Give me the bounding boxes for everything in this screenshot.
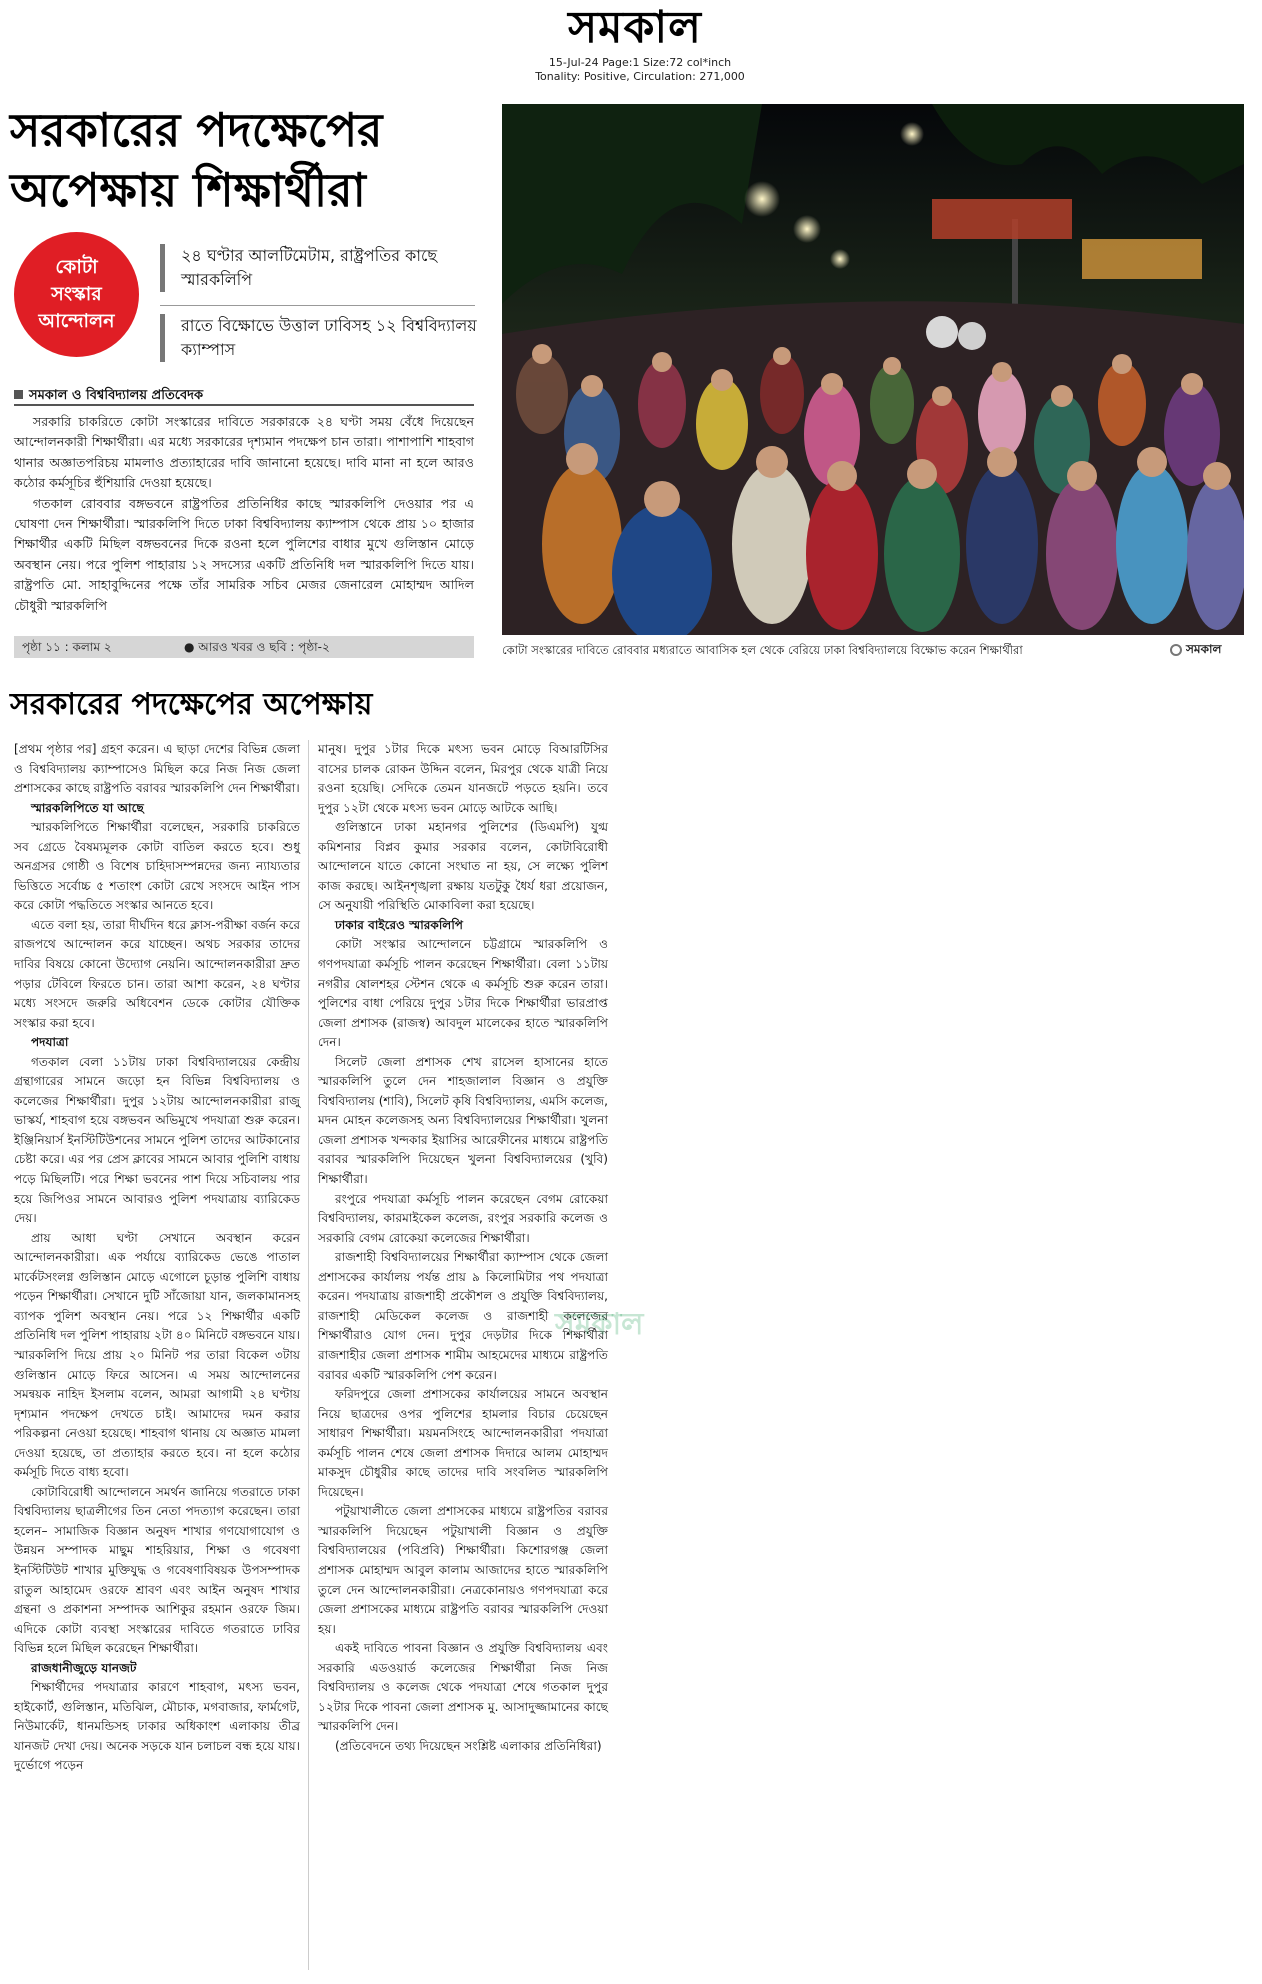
subheading: ঢাকার বাইরেও স্মারকলিপি xyxy=(334,917,463,932)
intro-paragraph-1: সরকারি চাকরিতে কোটা সংস্কারের দাবিতে সরকারকে ২৪ ঘণ্টা সময় বেঁধে দিয়েছেন আন্দোলনকারী শিক্ষার্থীরা। এর মধ্যে সরকারের দৃশ্যমান পদক্ষেপ চান তারা। পাশাপাশি শাহবাগ থানার অজ্ঞাতপরিচয় মামলাও প্রত্যাহারের দাবি জানানো হয়েছে। দাবি মানা না হলে আরও কঠোর কর্মসূচির হুঁশিয়ারি দেওয়া হয়েছে। xyxy=(14,414,474,491)
jump-column-1 xyxy=(14,740,300,1776)
photo-credit-text: সমকাল xyxy=(1186,642,1222,656)
byline-rule xyxy=(14,404,474,406)
body-paragraph: গতকাল বেলা ১১টায় ঢাকা বিশ্ববিদ্যালয়ের কেন্দ্রীয় গ্রন্থাগারের সামনে জড়ো হন বিভিন্ন বিশ্ববিদ্যালয় ও কলেজের শিক্ষার্থীরা। দুপুর ১২টায় আন্দোলনকারীরা রাজু ভাস্কর্য, শাহবাগ হয়ে বঙ্গভবন অভিমুখে পদযাত্রা শুরু করেন। ইঞ্জিনিয়ার্স ইনস্টিটিউশনের সামনে পুলিশ তাদের আটকানোর চেষ্টা করে। এর পর প্রেস ক্লাবের সামনে আবার পুলিশি বাধায় পড়ে মিছিলটি। পরে শিক্ষা ভবনের পাশ দিয়ে সচিবালয় পার হয়ে জিপিওর সামনে আবারও পুলিশ পদযাত্রায় ব্যারিকেড দেয়। xyxy=(14,1054,300,1226)
body-paragraph: (প্রতিবেদনে তথ্য দিয়েছেন সংশ্লিষ্ট এলাকার প্রতিনিধিরা) xyxy=(334,1738,602,1753)
byline-square-icon xyxy=(14,390,23,399)
meta-line-1: 15-Jul-24 Page:1 Size:72 col*inch xyxy=(548,56,732,69)
front-headline-line-1: সরকারের পদক্ষেপের xyxy=(10,103,383,157)
protest-photo xyxy=(502,104,1244,635)
subheading: স্মারকলিপিতে যা আছে xyxy=(30,800,144,815)
deck-divider xyxy=(160,305,475,306)
byline-text: সমকাল ও বিশ্ববিদ্যালয় প্রতিবেদক xyxy=(29,388,204,403)
body-paragraph: এতে বলা হয়, তারা দীর্ঘদিন ধরে ক্লাস-পরীক্ষা বর্জন করে রাজপথে আন্দোলন করে যাচ্ছেন। অথচ সরকার তাদের দাবির বিষয়ে কোনো উদ্যোগ নেয়নি। আন্দোলনকারীরা দ্রুত পড়ার টেবিলে ফিরতে চান। তারা আশা করেন, ২৪ ঘণ্টার মধ্যে সংসদে জরুরি অধিবেশন ডেকে কোটার যৌক্তিক সংস্কার করা হবে। xyxy=(14,917,300,1030)
crowd-photo-graphic xyxy=(502,104,1244,635)
meta-line-2: Tonality: Positive, Circulation: 271,000 xyxy=(535,70,745,83)
jump-column-2 xyxy=(318,740,608,1756)
body-paragraph: মানুষ। দুপুর ১টার দিকে মৎস্য ভবন মোড়ে বিআরটিসির বাসের চালক রোকন উদ্দিন বলেন, মিরপুর থেকে যাত্রী নিয়ে রওনা হয়েছি। সেদিকে তেমন যানজটে পড়তে হয়নি। তবে দুপুর ১২টা থেকে মৎস্য ভবন মোড়ে আটকে আছি। xyxy=(318,742,608,815)
deck-2: রাতে বিক্ষোভে উত্তাল ঢাবিসহ ১২ বিশ্ববিদ্যালয় ক্যাম্পাস xyxy=(160,314,496,362)
body-paragraph: কোটাবিরোধী আন্দোলনে সমর্থন জানিয়ে গতরাতে ঢাকা বিশ্ববিদ্যালয় ছাত্রলীগের তিন নেতা পদত্যাগ করেছেন। তারা হলেন– সামাজিক বিজ্ঞান অনুষদ শাখার গণযোগাযোগ ও উন্নয়ন সম্পাদক মাছুম শাহরিয়ার, শিক্ষা ও গবেষণা ইনস্টিটিউট শাখার মুক্তিযুদ্ধ ও গবেষণাবিষয়ক উপসম্পাদক রাতুল আহামেদ ওরফে শ্রাবণ এবং আইন অনুষদ শাখার গ্রন্থনা ও প্রকাশনা সম্পাদক আশিকুর রহমান ওরফে জিম। এদিকে কোটা ব্যবস্থা সংস্কারের দাবিতে গতরাতে ঢাবির বিভিন্ন হলে মিছিল করেছেন শিক্ষার্থীরা। xyxy=(14,1484,300,1656)
body-paragraph: রাজশাহী বিশ্ববিদ্যালয়ের শিক্ষার্থীরা ক্যাম্পাস থেকে জেলা প্রশাসকের কার্যালয় পর্যন্ত প্রায় ৯ কিলোমিটার পথ পদযাত্রা করেন। পদযাত্রায় রাজশাহী প্রকৌশল ও প্রযুক্তি বিশ্ববিদ্যালয়, রাজশাহী মেডিকেল কলেজ ও রাজশাহী কলেজের শিক্ষার্থীরাও যোগ দেন। দুপুর দেড়টার দিকে শিক্ষার্থীরা রাজশাহীর জেলা প্রশাসক শামীম আহমেদের মাধ্যমে রাষ্ট্রপতি বরাবর একটি স্মারকলিপি পেশ করেন। xyxy=(318,1250,608,1382)
watermark: সমকাল xyxy=(555,1307,644,1342)
column-divider xyxy=(308,740,309,1970)
body-paragraph: [প্রথম পৃষ্ঠার পর] গ্রহণ করেন। এ ছাড়া দেশের বিভিন্ন জেলা ও বিশ্ববিদ্যালয় ক্যাম্পাসেও মিছিল করে নিজ নিজ জেলা প্রশাসকের কাছে রাষ্ট্রপতি বরাবর স্মারকলিপি দেন শিক্ষার্থীরা। xyxy=(14,742,300,796)
photo-caption: কোটা সংস্কারের দাবিতে রোববার মধ্যরাতে আবাসিক হল থেকে বেরিয়ে ঢাকা বিশ্ববিদ্যালয়ে বিক্ষোভ করেন শিক্ষার্থীরা xyxy=(502,643,1023,657)
topic-badge: কোটা সংস্কার আন্দোলন xyxy=(14,232,139,357)
front-headline-line-2: অপেক্ষায় শিক্ষার্থীরা xyxy=(10,163,366,217)
body-paragraph: গুলিস্তানে ঢাকা মহানগর পুলিশের (ডিএমপি) যুগ্ম কমিশনার বিপ্লব কুমার সরকার বলেন, কোটাবিরোধী আন্দোলনে যাতে কোনো সংঘাত না হয়, সে লক্ষ্যে পুলিশ কাজ করছে। আইনশৃঙ্খলা রক্ষায় যতটুকু ধৈর্য ধরা প্রয়োজন, সে অনুযায়ী পরিস্থিতি মোকাবিলা করা হয়েছে। xyxy=(318,820,608,913)
body-paragraph: কোটা সংস্কার আন্দোলনে চট্টগ্রামে স্মারকলিপি ও গণপদযাত্রা কর্মসূচি পালন করেছেন শিক্ষার্থীরা। বেলা ১১টায় নগরীর ষোলশহর স্টেশন থেকে এ কর্মসূচি শুরু করেন তারা। পুলিশের বাধা পেরিয়ে দুপুর ১টার দিকে শিক্ষার্থীরা ভারপ্রাপ্ত জেলা প্রশাসক (রাজস্ব) আবদুল মালেকের হাতে স্মারকলিপি দেন। xyxy=(318,937,608,1050)
photo-credit xyxy=(1170,641,1221,661)
body-paragraph: প্রায় আধা ঘণ্টা সেখানে অবস্থান করেন আন্দোলনকারীরা। এক পর্যায়ে ব্যারিকেড ভেঙে পাতাল মার্কেটসংলগ্ন গুলিস্তান মোড়ে এগোলে চূড়ান্ত পুলিশি বাধায় পড়েন শিক্ষার্থীরা। সেখানে দুটি সাঁজোয়া যান, জলকামানসহ ব্যাপক পুলিশ অবস্থান নেয়। পরে ১২ শিক্ষার্থীর একটি প্রতিনিধি দল পুলিশ পাহারায় ২টা ৪০ মিনিটে বঙ্গভবনে যায়। স্মারকলিপি দিয়ে প্রায় ২০ মিনিট পর তারা বিকেল ৩টায় গুলিস্তান মোড়ে ফিরে আসেন। এ সময় আন্দোলনের সমন্বয়ক নাহিদ ইসলাম বলেন, আমরা আগামী ২৪ ঘণ্টায় দৃশ্যমান পদক্ষেপ দেখতে চাই। আমাদের দমন করার পরিকল্পনা নেওয়া হয়েছে। শাহবাগ থানায় যে অজ্ঞাত মামলা দেওয়া হয়েছে, তা প্রত্যাহার করতে হবে। না হলে কঠোর কর্মসূচি দিতে বাধ্য হবো। xyxy=(14,1230,300,1480)
continuation-right: ● আরও খবর ও ছবি : পৃষ্ঠা-২ xyxy=(184,640,330,654)
body-paragraph: সিলেট জেলা প্রশাসক শেখ রাসেল হাসানের হাতে স্মারকলিপি তুলে দেন শাহজালাল বিজ্ঞান ও প্রযুক্তি বিশ্ববিদ্যালয় (শাবি), সিলেট কৃষি বিশ্ববিদ্যালয়, এমসি কলেজ, মদন মোহন কলেজসহ অন্য বিশ্ববিদ্যালয়ের শিক্ষার্থীরা। খুলনা জেলা প্রশাসক খন্দকার ইয়াসির আরেফীনের মাধ্যমে রাষ্ট্রপতি বরাবর স্মারকলিপি দিয়েছেন খুলনা বিশ্ববিদ্যালয়ের (খুবি) শিক্ষার্থীরা। xyxy=(318,1054,608,1187)
camera-icon xyxy=(1170,644,1182,656)
body-paragraph: শিক্ষার্থীদের পদযাত্রার কারণে শাহবাগ, মৎস্য ভবন, হাইকোর্ট, গুলিস্তান, মতিঝিল, মৌচাক, মগবাজার, ফার্মগেট, নিউমার্কেট, ধানমন্ডিসহ ঢাকার অধিকাংশ এলাকায় তীব্র যানজট দেখা দেয়। অনেক সড়কে যান চলাচল বন্ধ হয়ে যায়। দুর্ভোগে পড়েন xyxy=(14,1680,300,1773)
body-paragraph: পটুয়াখালীতে জেলা প্রশাসকের মাধ্যমে রাষ্ট্রপতির বরাবর স্মারকলিপি দিয়েছেন পটুয়াখালী বিজ্ঞান ও প্রযুক্তি বিশ্ববিদ্যালয়ের (পবিপ্রবি) শিক্ষার্থীরা। কিশোরগঞ্জ জেলা প্রশাসক মোহাম্মদ আবুল কালাম আজাদের হাতে স্মারকলিপি তুলে দেন আন্দোলনকারীরা। নেত্রকোনায়ও গণপদযাত্রা করে জেলা প্রশাসকের মাধ্যমে রাষ্ট্রপতি বরাবর স্মারকলিপি দেওয়া হয়। xyxy=(318,1504,608,1636)
intro-paragraph-2: গতকাল রোববার বঙ্গভবনে রাষ্ট্রপতির প্রতিনিধির কাছে স্মারকলিপি দেওয়ার পর এ ঘোষণা দেন শিক্ষার্থীরা। স্মারকলিপি দিতে ঢাকা বিশ্ববিদ্যালয় ক্যাম্পাস থেকে প্রায় ১০ হাজার শিক্ষার্থীর একটি মিছিল বঙ্গভবনের দিকে রওনা হলে পুলিশের বাধার মুখে গুলিস্তান মোড়ে অবস্থান নেয়। পরে পুলিশ পাহারায় ১২ সদস্যের একটি প্রতিনিধি দল স্মারকলিপি দিতে যায়। রাষ্ট্রপতি মো. সাহাবুদ্দিনের পক্ষে তাঁর সামরিক সচিব মেজর জেনারেল মোহাম্মদ আদিল চৌধুরী স্মারকলিপি xyxy=(14,495,474,613)
jump-headline: সরকারের পদক্ষেপের অপেক্ষায় xyxy=(10,687,373,722)
subheading: পদযাত্রা xyxy=(30,1035,69,1050)
body-paragraph: ফরিদপুরে জেলা প্রশাসকের কার্যালয়ের সামনে অবস্থান নিয়ে ছাত্রদের ওপর পুলিশের হামলার বিচার চেয়েছেন সাধারণ শিক্ষার্থীরা। ময়মনসিংহে আন্দোলনকারীরা পদযাত্রা কর্মসূচি পালন শেষে জেলা প্রশাসক দিদারে আলম মোহাম্মদ মাকসুদ চৌধুরীর কাছে তাদের দাবি সংবলিত স্মারকলিপি দিয়েছেন। xyxy=(318,1387,608,1499)
front-headline xyxy=(10,100,500,220)
continuation-right-text: আরও খবর ও ছবি : পৃষ্ঠা-২ xyxy=(198,640,330,654)
subheading: রাজধানীজুড়ে যানজট xyxy=(30,1660,137,1675)
continuation-bar xyxy=(14,636,474,658)
body-paragraph: স্মারকলিপিতে শিক্ষার্থীরা বলেছেন, সরকারি চাকরিতে সব গ্রেডে বৈষম্যমূলক কোটা বাতিল করতে হবে। শুধু অনগ্রসর গোষ্ঠী ও বিশেষ চাহিদাসম্পন্নদের জন্য ন্যায্যতার ভিত্তিতে সর্বোচ্চ ৫ শতাংশ কোটা রেখে সংসদে আইন পাস করে কোটা পদ্ধতিতে সংস্কার আনতে হবে। xyxy=(14,820,300,913)
continuation-left: পৃষ্ঠা ১১ : কলাম ২ xyxy=(22,640,112,654)
body-paragraph: একই দাবিতে পাবনা বিজ্ঞান ও প্রযুক্তি বিশ্ববিদ্যালয় এবং সরকারি এডওয়ার্ড কলেজের শিক্ষার্থীরা নিজ নিজ বিশ্ববিদ্যালয় ও কলেজ থেকে পদযাত্রা শেষে গতকাল দুপুর ১২টার দিকে পাবনা জেলা প্রশাসক মু. আসাদুজ্জামানের কাছে স্মারকলিপি দেন। xyxy=(318,1641,608,1734)
body-paragraph: রংপুরে পদযাত্রা কর্মসূচি পালন করেছেন বেগম রোকেয়া বিশ্ববিদ্যালয়, কারমাইকেল কলেজ, রংপুর সরকারি কলেজ ও সরকারি বেগম রোকেয়া কলেজের শিক্ষার্থীরা। xyxy=(318,1191,608,1245)
deck-1: ২৪ ঘণ্টার আলটিমেটাম, রাষ্ট্রপতির কাছে স্মারকলিপি xyxy=(160,244,496,292)
front-intro xyxy=(14,412,474,616)
masthead: সমকাল xyxy=(568,2,702,53)
